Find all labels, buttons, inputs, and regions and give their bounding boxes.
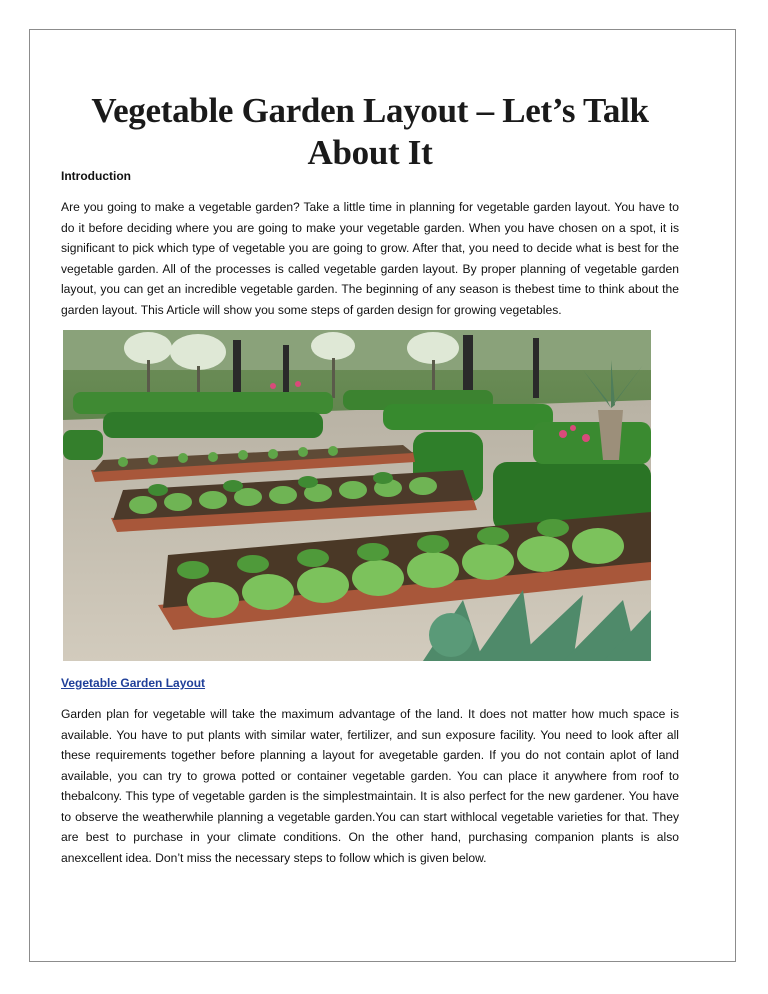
intro-paragraph: Are you going to make a vegetable garden? Take a little time in planning for vegetable garden layout. You have to do it before deciding where you are going to make your vegetable garden. When you have chosen on a spot, it is significant to pick which type of vegetable you are going to grow. After that, you need to decide what is best for the vegetable garden. All of the processes is called vegetable garden layout. By proper planning of vegetable garden layout, you can get an incredible vegetable garden. The beginning of any season is thebest time to think about the garden layout. This Article will show you some steps of garden design for growing vegetables. [61,200,679,317]
body-paragraph: Garden plan for vegetable will take the maximum advantage of the land. It does not matter how much space is available. You have to put plants with similar water, fertilizer, and sun exposure facility. You need to look after all these requirements together before planning a layout for avegetable garden. If you do not contain aplot of land available, you can try to growa potted or container vegetable garden. You can place it anywhere from roof to thebalcony. This type of vegetable garden is the simplestmaintain. It is also perfect for the new gardener. You have to observe the weatherwhile planning a vegetable garden.You can start withlocal vegetable varieties for that. They are best to purchase in your climate conditions. On the other hand, purchasing companion plants is also anexcellent idea. Don’t miss the necessary steps to follow which is given below. [61,707,679,865]
article-content [61,90,679,868]
garden-photo [63,330,651,661]
page-title: Vegetable Garden Layout – Let’s Talk About It [91,91,649,172]
intro-heading: Introduction [61,169,131,183]
vegetable-garden-layout-link[interactable]: Vegetable Garden Layout [61,676,206,690]
